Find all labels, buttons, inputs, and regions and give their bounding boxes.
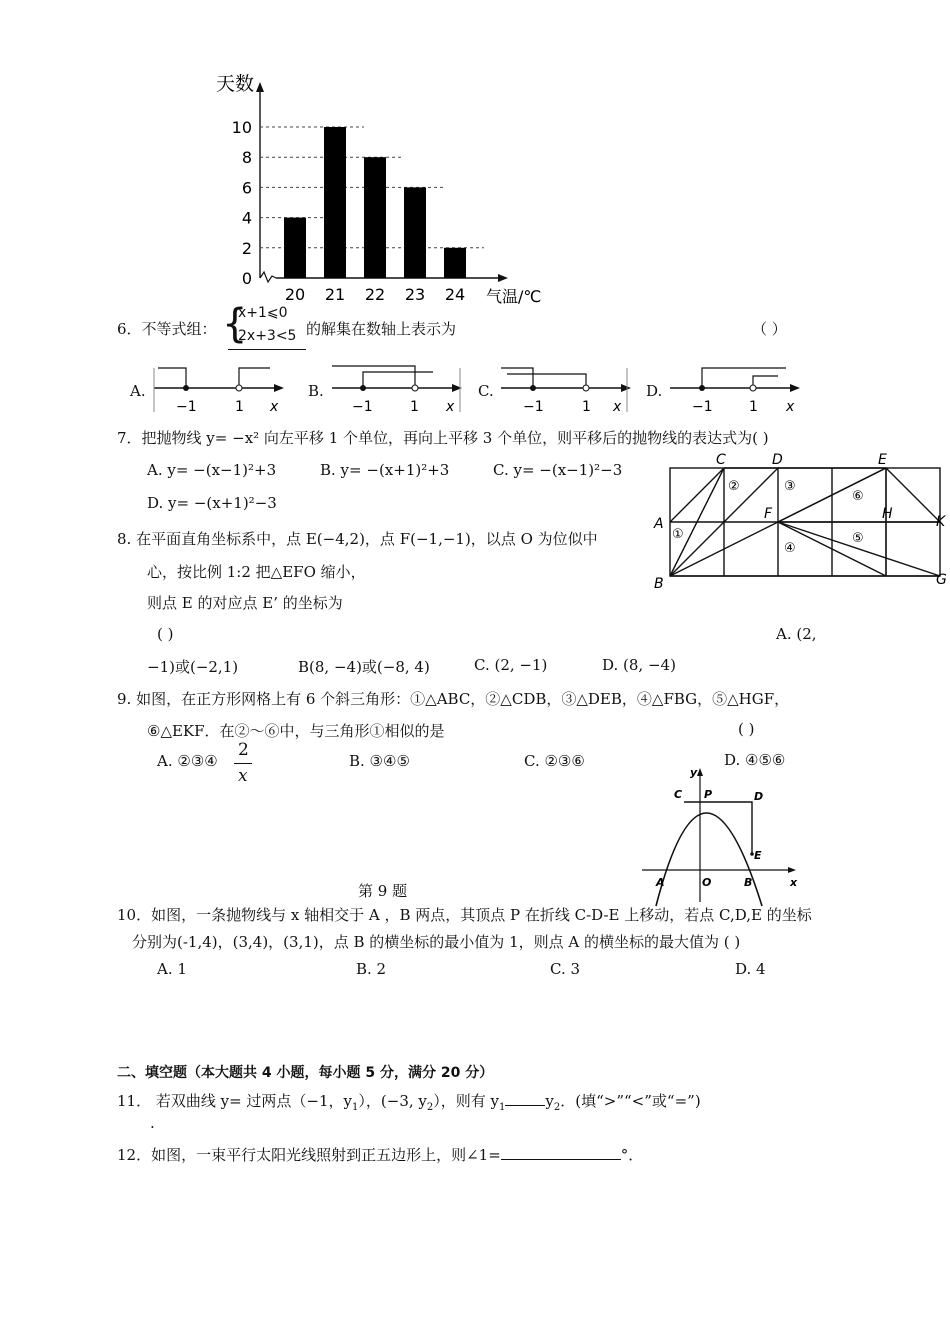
axis-x-label: x (446, 399, 455, 415)
triangle-grid-figure (648, 452, 950, 592)
q6-option-b-label: B. (308, 382, 324, 400)
point-c-label: C (716, 452, 726, 468)
y-tick-label: 2 (241, 238, 252, 258)
q8-option-d: D. (8, −4) (602, 656, 676, 674)
q8-line3: 则点 E 的对应点 E’ 的坐标为 (147, 594, 343, 612)
triangle-4-label: ④ (784, 541, 796, 556)
q11-sub3: 1 (499, 1102, 506, 1113)
triangle-3-label: ③ (784, 479, 796, 494)
axis-x-label: x (270, 399, 279, 415)
q10-option-c: C. 3 (550, 960, 581, 978)
q9-line2: ⑥△EKF．在②～⑥中，与三角形①相似的是 (147, 722, 445, 740)
x-tick-label: 22 (364, 285, 386, 304)
point-a-label: A (656, 876, 665, 889)
y-tick-label: 0 (241, 269, 252, 288)
q6-option-d-label: D. (646, 382, 663, 400)
q8-line1: 8. 在平面直角坐标系中，点 E(−4,2)，点 F(−1,−1)，以点 O 为位似中 (117, 530, 598, 548)
x-tick-label: 20 (284, 285, 306, 304)
point-g-label: G (936, 572, 947, 588)
q11-sub4: 2 (553, 1102, 561, 1113)
x-axis-arrow (498, 274, 508, 282)
q9-option-b: B. ③④⑤ (349, 752, 410, 770)
y-axis-arrow (256, 82, 264, 92)
point-e-label: E (878, 452, 887, 468)
q7-option-d: D. y= −(x+1)²−3 (147, 494, 277, 512)
q6-brace: { (222, 301, 248, 347)
fraction-denominator: x (238, 766, 248, 786)
y-tick-label: 10 (231, 118, 252, 137)
q10-option-d: D. 4 (735, 960, 766, 978)
y-axis-title: 天数 (216, 73, 255, 95)
axis-x-label: x (613, 399, 622, 415)
axis-break (260, 272, 276, 282)
q7-option-c: C. y= −(x−1)²−3 (493, 461, 623, 479)
q11-part2: ），(−3, y (358, 1092, 427, 1110)
point-h-label: H (882, 506, 893, 522)
point-e-label: E (754, 849, 762, 862)
tick-minus-1: −1 (176, 399, 197, 415)
q11-sub1: 1 (352, 1102, 359, 1113)
bar (444, 248, 466, 278)
tick-1: 1 (582, 399, 591, 415)
q6-option-c-label: C. (478, 382, 494, 400)
temperature-bar-chart (200, 60, 560, 310)
q10-line1: 10．如图，一条抛物线与 x 轴相交于 A ，B 两点，其顶点 P 在折线 C-D-E 上移动，若点 C,D,E 的坐标 (117, 906, 812, 924)
q8-option-c: C. (2, −1) (474, 656, 548, 674)
point-f-label: F (764, 506, 773, 522)
q10-line2: 分别为(-1,4)，(3,4)，(3,1)，点 B 的横坐标的最小值为 1，则点 A 的横坐标的最大值为 ( ) (132, 933, 741, 951)
point-a-label: A (654, 516, 664, 532)
q9-line1: 9. 如图，在正方形网格上有 6 个斜三角形：①△ABC，②△CDB，③△DEB，④△FBG，⑤△HGF， (117, 690, 790, 708)
point-d-label: D (754, 790, 764, 803)
q6-underline (228, 349, 306, 350)
parabola-figure (638, 762, 803, 906)
q11-part5: ．(填“>”“<”或“=”) (560, 1092, 701, 1110)
bar (364, 157, 386, 278)
q6-answer-paren: （ ） (752, 320, 787, 338)
q9-answer-paren: ( ) (738, 720, 755, 738)
q11-text (117, 1090, 701, 1113)
q6-inequality-2: 2x+3<5 (238, 328, 297, 344)
x-tick-label: 21 (324, 285, 346, 304)
point-c-label: C (674, 788, 683, 801)
tick-1: 1 (235, 399, 244, 415)
x-axis-label: x (790, 876, 798, 889)
y-tick-label: 6 (241, 178, 252, 198)
x-tick-label: 24 (444, 285, 466, 304)
tick-1: 1 (410, 399, 419, 415)
bar (284, 218, 306, 278)
point-d-label: D (772, 452, 783, 468)
q11-part1: 11． 若双曲线 y= 过两点（−1，y (117, 1092, 353, 1110)
q11-part3: ），则有 y (433, 1092, 500, 1110)
q9-option-c: C. ②③⑥ (524, 752, 585, 770)
section-2-title: 二、填空题（本大题共 4 小题，每小题 5 分，满分 20 分） (117, 1065, 494, 1081)
q6-stem: 6．不等式组： (117, 320, 217, 338)
q6-option-a-label: A. (130, 382, 146, 400)
q7-option-a: A. y= −(x−1)²+3 (147, 461, 277, 479)
fraction-bar (234, 763, 252, 764)
q8-answer-paren: ( ) (157, 625, 174, 643)
x-axis-title: 气温/℃ (486, 287, 542, 306)
q8-option-b: B(8, −4)或(−8, 4) (298, 658, 430, 676)
q6-number-line-b (328, 362, 468, 416)
y-tick-label: 4 (241, 208, 252, 228)
y-axis-label: y (690, 766, 698, 779)
q12-part1: 12．如图，一束平行太阳光线照射到正五边形上，则∠1= (117, 1146, 501, 1164)
q10-option-b: B. 2 (356, 960, 387, 978)
q7-option-b: B. y= −(x+1)²+3 (320, 461, 450, 479)
tick-minus-1: −1 (523, 399, 544, 415)
q11-answer-blank[interactable] (505, 1091, 545, 1106)
q6-number-line-d (666, 362, 806, 416)
q6-number-line-c (497, 362, 637, 416)
triangle-5-label: ⑤ (852, 531, 864, 546)
triangle-6-label: ⑥ (852, 489, 864, 504)
q9-option-d: D. ④⑤⑥ (724, 751, 786, 769)
fraction-numerator: 2 (238, 740, 249, 760)
y-tick-label: 8 (241, 148, 252, 168)
axis-x-label: x (786, 399, 795, 415)
point-p-label: P (704, 788, 713, 801)
x-tick-label: 23 (404, 285, 426, 304)
q11-sub2: 2 (426, 1102, 434, 1113)
point-k-label: K (936, 514, 946, 530)
bar (404, 187, 426, 278)
bar (324, 127, 346, 278)
q12-answer-blank[interactable] (501, 1145, 621, 1160)
triangle-2-label: ② (728, 479, 740, 494)
q11-part4: y (545, 1092, 554, 1110)
figure-caption: 第 9 题 (358, 882, 408, 900)
triangle-1-label: ① (672, 527, 684, 542)
q11-trailing-dot: . (150, 1114, 155, 1132)
q12-part2: °． (620, 1146, 644, 1164)
q8-option-a-start: A. (2, (776, 625, 817, 643)
q8-line2: 心，按比例 1:2 把△EFO 缩小， (147, 563, 366, 581)
point-b-label: B (654, 576, 664, 592)
tick-minus-1: −1 (692, 399, 713, 415)
q12-text (117, 1144, 643, 1165)
origin-label: O (702, 876, 712, 889)
q6-inequality-1: x+1⩽0 (238, 305, 288, 321)
q7-stem: 7．把抛物线 y= −x² 向左平移 1 个单位，再向上平移 3 个单位，则平移后的抛物线的表达式为( ) (117, 429, 769, 447)
q6-number-line-a (150, 362, 290, 416)
point-b-label: B (744, 876, 753, 889)
q6-stem-tail: 的解集在数轴上表示为 (306, 320, 457, 338)
q9-option-a: A. ②③④ (157, 752, 218, 770)
q8-option-a-end: −1)或(−2,1) (147, 658, 239, 676)
q10-option-a: A. 1 (157, 960, 187, 978)
tick-minus-1: −1 (352, 399, 373, 415)
tick-1: 1 (749, 399, 758, 415)
